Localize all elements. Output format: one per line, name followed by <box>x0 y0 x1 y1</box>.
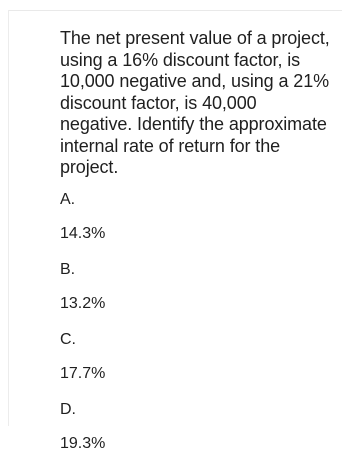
question-card <box>60 28 330 470</box>
question-line: negative. Identify the approximate <box>60 114 327 134</box>
option-d-letter: D. <box>60 400 76 418</box>
question-line: project. <box>60 157 119 177</box>
question-text <box>60 28 330 179</box>
option-a-letter: A. <box>60 190 76 208</box>
answer-options <box>60 190 330 453</box>
card-left-border <box>8 10 9 426</box>
option-b-value[interactable]: 13.2% <box>60 294 106 312</box>
option-a-value[interactable]: 14.3% <box>60 224 106 242</box>
question-line: discount factor, is 40,000 <box>60 92 257 113</box>
question-line: 10,000 negative and, using a 21% <box>60 71 330 91</box>
question-line: The net present value of a project, <box>60 28 330 48</box>
option-c-letter: C. <box>60 330 76 348</box>
option-d-value[interactable]: 19.3% <box>60 434 106 452</box>
question-line: internal rate of return for the <box>60 135 281 156</box>
question-line: using a 16% discount factor, is <box>60 49 301 70</box>
option-c-value[interactable]: 17.7% <box>60 364 106 382</box>
option-b-letter: B. <box>60 260 76 278</box>
card-top-border <box>8 10 342 11</box>
